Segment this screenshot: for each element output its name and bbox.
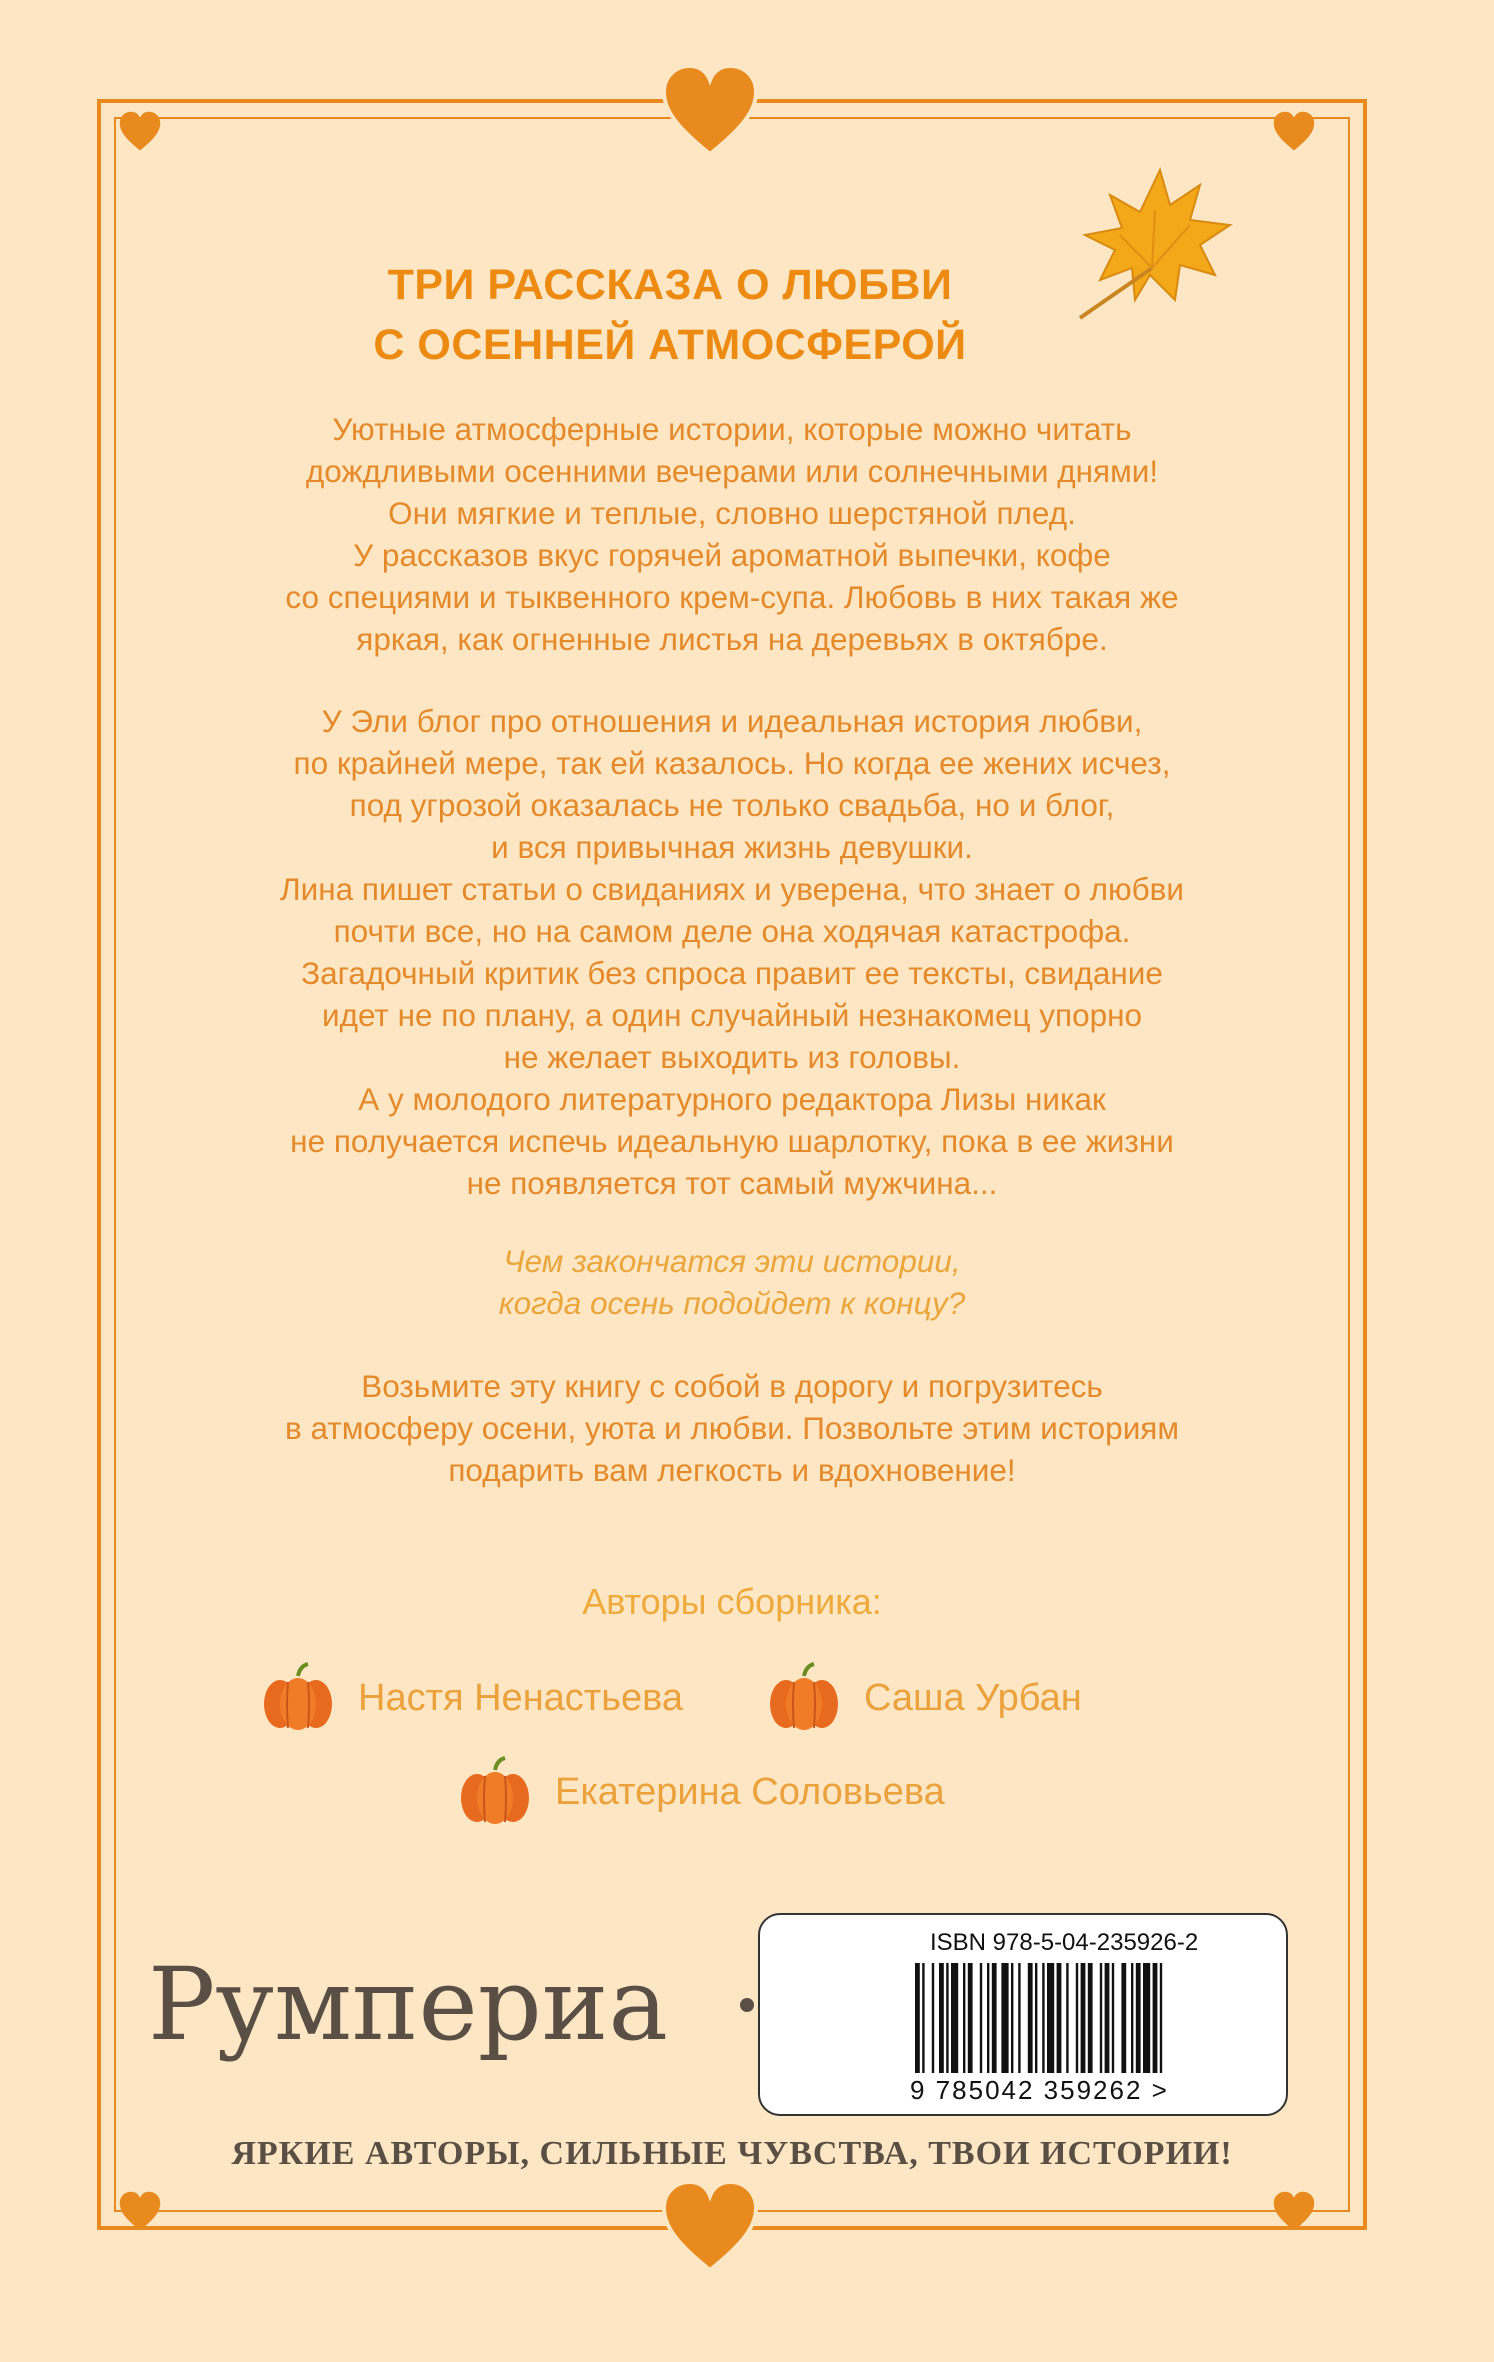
text-line: не получается испечь идеальную шарлотку, пока в ее жизни [290,1123,1174,1159]
barcode-bar [946,1963,948,2073]
pumpkin-icon [258,1658,338,1738]
barcode-digits: 9 785042 359262 > [910,2075,1169,2105]
heart-top-left-icon [118,110,162,154]
text-line: У Эли блог про отношения и идеальная история любви, [321,703,1143,739]
closing-paragraph [150,1365,1314,1491]
barcode-bar [968,1963,973,2073]
barcode-bar [1047,1963,1054,2073]
barcode-bar [939,1963,944,2073]
barcode-bar [1121,1963,1126,2073]
page-title [200,255,1140,375]
author-item [455,1752,945,1832]
text-line: когда осень подойдет к концу? [498,1285,966,1321]
publisher-logo: Румпериа [148,1946,669,2063]
barcode-bar [1076,1963,1078,2073]
authors-label: Авторы сборника: [582,1581,882,1622]
text-line: под угрозой оказалась не только свадьба, но и блог, [349,787,1115,823]
heart-top-right-icon [1272,110,1316,154]
barcode-bar [963,1963,965,2073]
stories-paragraph [150,700,1314,1204]
intro-paragraph [150,408,1314,660]
text-line: Загадочный критик без спроса правит ее тексты, свидание [301,955,1163,991]
barcode-bar [922,1963,924,2073]
barcode-bar [1131,1963,1133,2073]
barcode-bar [980,1963,982,2073]
barcode-bar [932,1963,934,2073]
barcode-bar [1143,1963,1150,2073]
text-line: яркая, как огненные листья на деревьях в октябре. [356,621,1108,657]
author-name: Настя Ненастьева [358,1676,684,1719]
text-line: не желает выходить из головы. [503,1039,961,1075]
heart-top-center-icon [660,62,760,162]
text-line: и вся привычная жизнь девушки. [491,829,973,865]
barcode-bar [1136,1963,1141,2073]
question-paragraph [150,1240,1314,1324]
barcode-bar [1018,1963,1020,2073]
text-line: дождливыми осенними вечерами или солнечными днями! [305,453,1159,489]
barcode-bar [987,1963,989,2073]
logo-separator-dot [740,1998,754,2012]
barcode-box [758,1913,1288,2116]
text-line: У рассказов вкус горячей ароматной выпечки, кофе [353,537,1111,573]
author-name: Екатерина Соловьева [555,1770,945,1813]
text-line: не появляется тот самый мужчина... [466,1165,998,1201]
barcode-bar [1100,1963,1102,2073]
barcode-bar [1066,1963,1068,2073]
barcode-bar [1105,1963,1110,2073]
text-line: Уютные атмосферные истории, которые можно читать [332,411,1132,447]
heart-bottom-left-icon [118,2190,162,2234]
author-name: Саша Урбан [864,1676,1082,1719]
barcode-bar [1035,1963,1037,2073]
barcode-bar [1081,1963,1086,2073]
barcode-bar [1112,1963,1114,2073]
barcode-bar [1011,1963,1013,2073]
barcode-bar [1153,1963,1158,2073]
text-line: Они мягкие и теплые, словно шерстяной плед. [388,495,1076,531]
barcode-bars [915,1963,1245,2073]
author-item [764,1658,1082,1738]
barcode-bar [1042,1963,1044,2073]
text-line: Лина пишет статьи о свиданиях и уверена, что знает о любви [279,871,1184,907]
text-line: почти все, но на самом деле она ходячая катастрофа. [333,913,1131,949]
barcode-bar [915,1963,920,2073]
heart-bottom-right-icon [1272,2190,1316,2234]
barcode-bar [1028,1963,1033,2073]
text-line: в атмосферу осени, уюта и любви. Позвольте этим историям [284,1410,1179,1446]
text-line: А у молодого литературного редактора Лизы никак [358,1081,1106,1117]
barcode-bar [992,1963,997,2073]
text-line: Чем закончатся эти истории, [503,1243,961,1279]
author-item [258,1658,683,1738]
barcode-bar [1057,1963,1062,2073]
pumpkin-icon [455,1752,535,1832]
title-line: С ОСЕННЕЙ АТМОСФЕРОЙ [373,321,967,369]
title-line: ТРИ РАССКАЗА О ЛЮБВИ [387,261,953,309]
text-line: Возьмите эту книгу с собой в дорогу и погрузитесь [361,1368,1103,1404]
pumpkin-icon [764,1658,844,1738]
barcode-bar [1160,1963,1162,2073]
text-line: подарить вам легкость и вдохновение! [448,1452,1016,1488]
isbn-label: ISBN 978-5-04-235926-2 [930,1929,1199,1956]
barcode-bar [1001,1963,1008,2073]
barcode-bar [951,1963,958,2073]
barcode-bar [1088,1963,1093,2073]
heart-bottom-center-icon [660,2178,760,2278]
tagline: ЯРКИЕ АВТОРЫ, СИЛЬНЫЕ ЧУВСТВА, ТВОИ ИСТОРИИ! [231,2135,1233,2172]
text-line: со специями и тыквенного крем-супа. Любовь в них такая же [285,579,1179,615]
text-line: по крайней мере, так ей казалось. Но когда ее жених исчез, [293,745,1171,781]
text-line: идет не по плану, а один случайный незнакомец упорно [321,997,1143,1033]
